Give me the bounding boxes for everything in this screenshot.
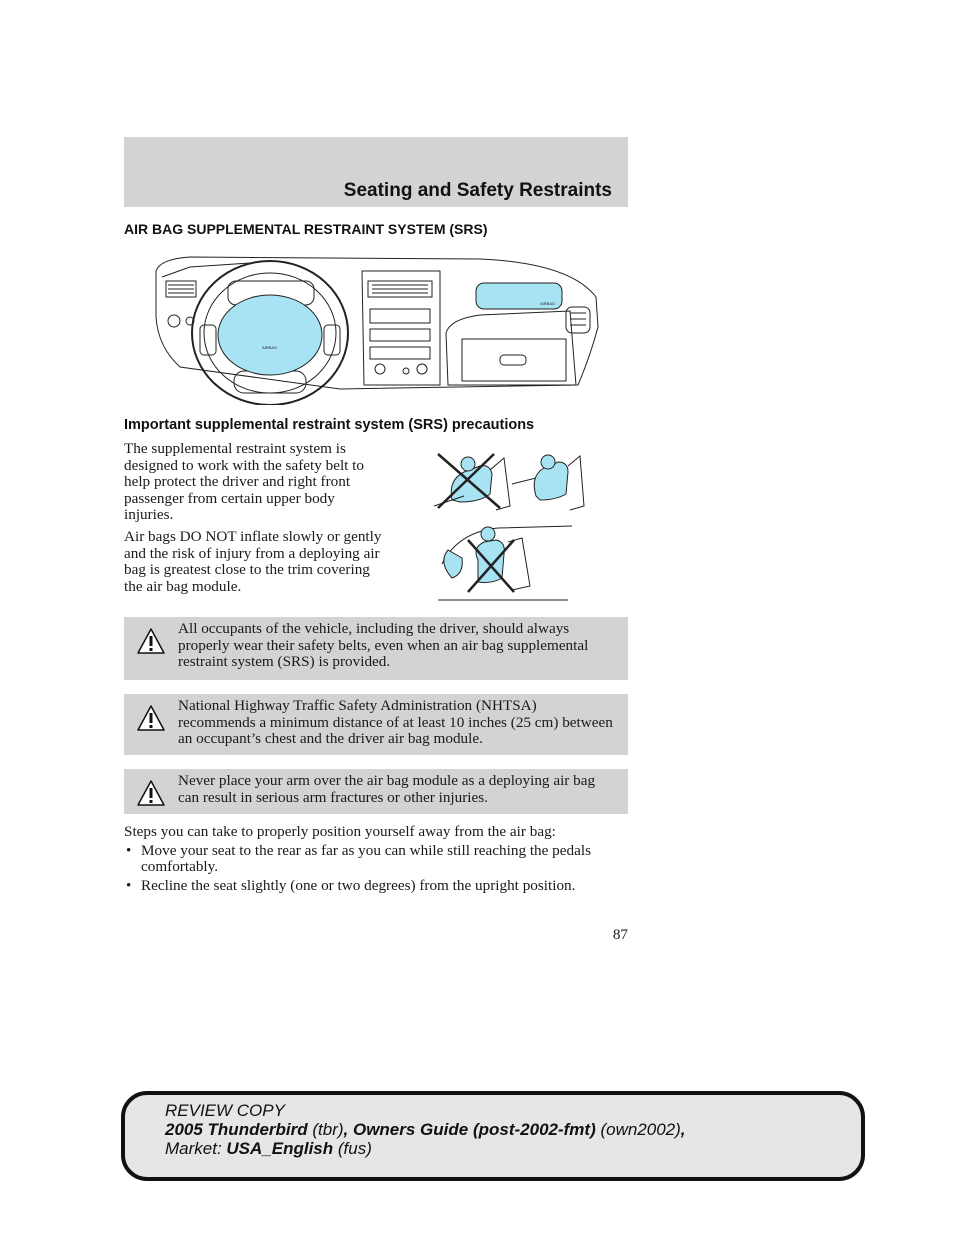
paragraph-srs-purpose: The supplemental restraint system is designed to work with the safety belt to help protect the driver and right front passenger from certain upper body injuries.: [124, 440, 364, 523]
footer-model: 2005 Thunderbird: [165, 1120, 308, 1139]
footer-comma: ,: [680, 1120, 686, 1139]
steps-list: [124, 843, 628, 895]
bullet: •: [126, 841, 132, 859]
warning-triangle-icon: [136, 704, 166, 732]
airbag-deployment-illustration: [438, 524, 572, 604]
section-heading: AIR BAG SUPPLEMENTAL RESTRAINT SYSTEM (SRS): [124, 221, 488, 237]
list-item: [124, 843, 628, 876]
footer-market-label: Market:: [165, 1139, 227, 1158]
warning-box-seatbelts: [124, 617, 628, 680]
passenger-airbag-label: AIRBAG: [540, 301, 556, 306]
precautions-heading: Important supplemental restraint system (SRS) precautions: [124, 417, 535, 433]
list-item: [124, 878, 628, 895]
list-item-text: Recline the seat slightly (one or two degrees) from the upright position.: [141, 876, 576, 894]
review-copy-label: REVIEW COPY: [165, 1101, 285, 1120]
warning-triangle-icon: [136, 779, 166, 807]
footer-model-code: (tbr): [307, 1120, 344, 1139]
footer-market-code: (fus): [333, 1139, 372, 1158]
list-item-text: Move your seat to the rear as far as you can while still reaching the pedals comfortably.: [141, 841, 591, 875]
warning-box-distance: [124, 694, 628, 755]
footer-guide: , Owners Guide (post-2002-fmt): [343, 1120, 596, 1139]
steps-intro: Steps you can take to properly position yourself away from the air bag:: [124, 823, 556, 840]
warning-box-arm: [124, 769, 628, 814]
footer-guide-code: (own2002): [595, 1120, 681, 1139]
footer-market: USA_English: [226, 1139, 334, 1158]
warning-text: All occupants of the vehicle, including the driver, should always properly wear their safety belts, even when an air bag supplemental restraint system (SRS) is provided.: [178, 620, 589, 670]
positioning-steps: [124, 824, 628, 896]
warning-triangle-icon: [136, 627, 166, 655]
driver-airbag: [218, 295, 322, 375]
header-band: [124, 137, 628, 207]
warning-text: National Highway Traffic Safety Administration (NHTSA) recommends a minimum distance of at least 10 inches (25 cm) between an occupant’s chest and the driver air bag module.: [178, 697, 613, 747]
page-number: 87: [612, 926, 628, 943]
footer-text: [165, 1101, 686, 1158]
paragraph-airbag-risk: Air bags DO NOT inflate slowly or gently and the risk of injury from a deploying air bag is greatest close to the trim covering the air bag module.: [124, 528, 382, 595]
driver-airbag-label: AIRBAG: [262, 345, 278, 350]
dashboard-illustration: [150, 247, 602, 405]
occupant-seats-illustration: [430, 450, 590, 518]
bullet: •: [126, 876, 132, 894]
warning-text: Never place your arm over the air bag module as a deploying air bag can result in serious arm fractures or other injuries.: [178, 772, 596, 806]
footer-review-box: [121, 1091, 865, 1181]
page-title: Seating and Safety Restraints: [343, 180, 612, 201]
